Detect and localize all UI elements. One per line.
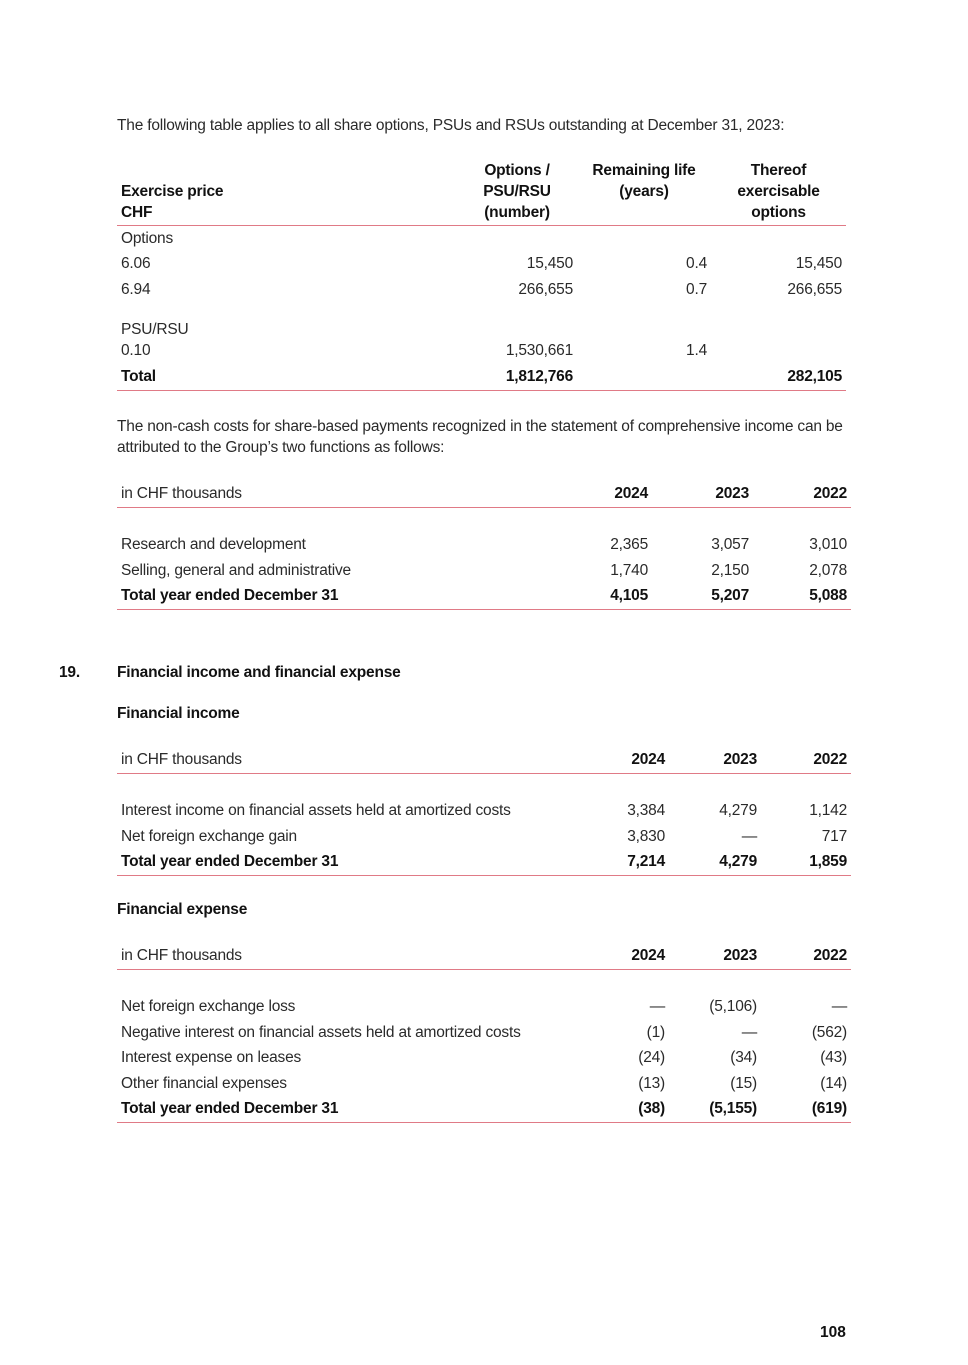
table-row [117, 799, 851, 825]
exercisable-cell: 266,655 [787, 280, 842, 298]
table-row [117, 1071, 851, 1097]
section-number: 19. [59, 664, 80, 681]
exercise-price: 6.06 [121, 255, 151, 273]
table-header-row [117, 160, 846, 226]
row-label: Net foreign exchange loss [121, 998, 296, 1016]
exercisable-cell [711, 339, 846, 365]
total-value: 7,214 [607, 850, 669, 876]
table-row [117, 277, 846, 303]
value-cell: (13) [638, 1074, 665, 1092]
table-header-row [117, 747, 851, 773]
number-cell: 1,530,661 [505, 342, 573, 360]
noncash-costs-table [117, 481, 851, 610]
total-label: Total year ended December 31 [117, 584, 592, 610]
row-label: Negative interest on financial assets held at amortized costs [121, 1023, 521, 1041]
page-number: 108 [820, 1324, 846, 1341]
total-value: (5,155) [669, 1097, 761, 1123]
row-label: Selling, general and administrative [121, 561, 351, 579]
year-header: 2022 [761, 747, 851, 773]
total-value: 4,279 [669, 850, 761, 876]
value-cell: (562) [811, 1023, 847, 1041]
total-value: 4,105 [592, 584, 652, 610]
exercisable-cell: 15,450 [795, 255, 842, 273]
value-cell: — [831, 998, 847, 1016]
year-header: 2024 [607, 943, 669, 969]
year-header: 2022 [753, 481, 851, 507]
table-row [117, 533, 851, 559]
value-cell: 2,078 [809, 561, 847, 579]
share-options-table [117, 160, 846, 391]
header-remaining-life: Remaining life (years) [577, 160, 711, 226]
group-label-row [117, 226, 846, 252]
header-number: Options / PSU/RSU (number) [457, 160, 577, 226]
value-cell: 4,279 [719, 802, 757, 820]
total-life [577, 364, 711, 390]
total-row [117, 584, 851, 610]
value-cell: (43) [820, 1049, 847, 1067]
row-label: Interest expense on leases [121, 1049, 302, 1067]
value-cell: 3,384 [627, 802, 665, 820]
value-cell: 2,365 [610, 536, 648, 554]
table-header-row [117, 943, 851, 969]
row-label: Research and development [121, 536, 306, 554]
unit-label: in CHF thousands [117, 943, 607, 969]
financial-income-table [117, 747, 851, 876]
financial-income-title: Financial income [117, 705, 240, 722]
table-row [117, 1046, 851, 1072]
total-value: 5,088 [753, 584, 851, 610]
value-cell: — [741, 1023, 757, 1041]
value-cell: 3,057 [711, 536, 749, 554]
value-cell: 717 [821, 827, 847, 845]
value-cell: (24) [638, 1049, 665, 1067]
exercise-price: 6.94 [121, 280, 151, 298]
number-cell: 15,450 [526, 255, 573, 273]
section-title: Financial income and financial expense [117, 664, 401, 681]
total-number: 1,812,766 [457, 364, 577, 390]
value-cell: 3,830 [627, 827, 665, 845]
total-row [117, 364, 846, 390]
year-header: 2023 [669, 943, 761, 969]
group-label-psu: PSU/RSU [121, 320, 189, 338]
value-cell: 1,142 [809, 802, 847, 820]
total-value: 5,207 [652, 584, 753, 610]
table-header-row [117, 481, 851, 507]
remaining-life-cell: 0.4 [686, 255, 707, 273]
remaining-life-cell: 1.4 [686, 342, 707, 360]
value-cell: (14) [820, 1074, 847, 1092]
year-header: 2023 [652, 481, 753, 507]
row-label: Other financial expenses [121, 1074, 287, 1092]
total-value: (619) [761, 1097, 851, 1123]
remaining-life-cell: 0.7 [686, 280, 707, 298]
number-cell: 266,655 [518, 280, 573, 298]
total-label: Total year ended December 31 [117, 1097, 607, 1123]
header-exercisable: Thereof exercisable options [711, 160, 846, 226]
exercise-price: 0.10 [121, 342, 151, 360]
table-row [117, 558, 851, 584]
value-cell: — [649, 998, 665, 1016]
total-row [117, 1097, 851, 1123]
intro-paragraph: The following table applies to all share options, PSUs and RSUs outstanding at December 31, 2023: [117, 117, 785, 134]
value-cell: 2,150 [711, 561, 749, 579]
row-label: Net foreign exchange gain [121, 827, 297, 845]
total-exercisable: 282,105 [711, 364, 846, 390]
year-header: 2024 [607, 747, 669, 773]
year-header: 2023 [669, 747, 761, 773]
table-row [117, 252, 846, 278]
year-header: 2022 [761, 943, 851, 969]
noncash-paragraph: The non-cash costs for share-based payments recognized in the statement of comprehensive income can be attributed to the Group’s two functions as follows: [117, 418, 843, 456]
unit-label: in CHF thousands [117, 747, 607, 773]
value-cell: 1,740 [610, 561, 648, 579]
value-cell: — [741, 827, 757, 845]
total-label: Total year ended December 31 [117, 850, 607, 876]
total-row [117, 850, 851, 876]
value-cell: (5,106) [709, 998, 757, 1016]
total-label: Total [117, 364, 457, 390]
total-value: (38) [607, 1097, 669, 1123]
value-cell: (1) [646, 1023, 665, 1041]
group-label-row [117, 303, 846, 339]
total-value: 1,859 [761, 850, 851, 876]
financial-expense-title: Financial expense [117, 901, 248, 918]
value-cell: (15) [730, 1074, 757, 1092]
value-cell: 3,010 [809, 536, 847, 554]
group-label-options: Options [121, 229, 174, 247]
table-row [117, 339, 846, 365]
table-row [117, 995, 851, 1021]
unit-label: in CHF thousands [117, 481, 592, 507]
header-exercise-price: Exercise price CHF [117, 160, 457, 226]
table-row [117, 824, 851, 850]
value-cell: (34) [730, 1049, 757, 1067]
row-label: Interest income on financial assets held at amortized costs [121, 802, 511, 820]
table-row [117, 1020, 851, 1046]
financial-expense-table [117, 943, 851, 1123]
year-header: 2024 [592, 481, 652, 507]
